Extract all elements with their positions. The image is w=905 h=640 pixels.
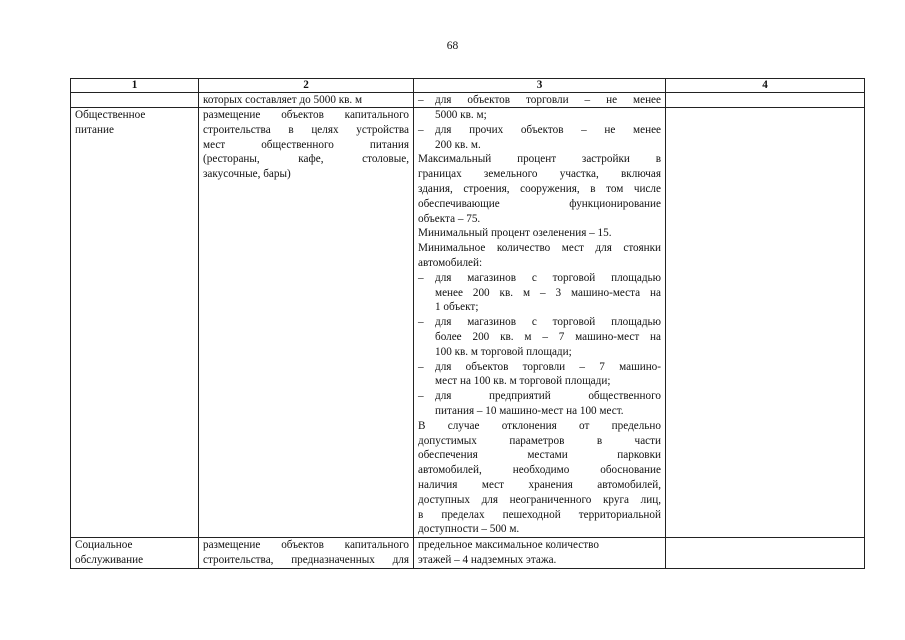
continuation-col3 <box>414 93 666 108</box>
list-item <box>418 360 661 390</box>
text-line: для объектов торговли – 7 машино- <box>435 360 661 373</box>
continuation-col4 <box>666 93 865 108</box>
zone-description-cell <box>199 108 414 538</box>
text-line: для магазинов с торговой площадью <box>435 271 661 284</box>
text-line: этажей – 4 надземных этажа. <box>418 553 557 566</box>
text-line: Социальное <box>75 539 133 552</box>
header-col-3: 3 <box>414 79 666 93</box>
text-line: предельное максимальное количество <box>418 539 599 552</box>
text-line: Максимальный процент застройки в <box>418 153 661 166</box>
zone-params-cell <box>414 108 666 538</box>
page-number: 68 <box>446 40 459 52</box>
text-line: наличия мест хранения автомобилей, <box>418 478 661 491</box>
header-row <box>71 79 865 93</box>
text-line: для прочих объектов – не менее <box>435 123 661 136</box>
text-line: размещение объектов капитального <box>203 539 409 552</box>
text-line: границах земельного участка, включая <box>418 168 661 181</box>
table-row-social <box>71 538 865 569</box>
text-line: автомобилей: <box>418 256 483 269</box>
list-item <box>418 123 661 153</box>
text-line: для объектов торговли – не менее <box>435 94 661 106</box>
continuation-row <box>71 93 865 108</box>
header-col-4: 4 <box>666 79 865 93</box>
text-line: здания, строения, сооружения, в том числе <box>418 182 661 195</box>
text-line: питания – 10 машино-мест на 100 мест. <box>435 404 624 417</box>
continuation-col2: которых составляет до 5000 кв. м <box>199 93 414 108</box>
continuation-col1 <box>71 93 199 108</box>
header-col-2: 2 <box>199 79 414 93</box>
list-item <box>418 271 661 315</box>
text-line: 1 объект; <box>435 301 479 314</box>
text-line: В случае отклонения от предельно <box>418 419 661 432</box>
text-line: 5000 кв. м; <box>435 109 487 121</box>
text-line: обслуживание <box>75 553 144 566</box>
dash-marker: – <box>418 271 424 284</box>
text-line: Общественное <box>75 109 146 121</box>
text-line: закусочные, бары) <box>203 168 291 181</box>
dash-marker: – <box>418 360 424 373</box>
text-line: обеспечения местами парковки <box>418 449 661 462</box>
header-col-1: 1 <box>71 79 199 93</box>
text-line: допустимых параметров в части <box>418 434 661 447</box>
text-line: для предприятий общественного <box>435 390 661 403</box>
table-row-public-catering <box>71 108 865 538</box>
text-line: для магазинов с торговой площадью <box>435 316 661 329</box>
text-line: (рестораны, кафе, столовые, <box>203 153 409 166</box>
text-line: доступных для неограниченного круга лиц, <box>418 493 661 506</box>
text-line: Минимальный процент озеленения – 15. <box>418 227 612 240</box>
text-line: более 200 кв. м – 7 машино-мест на <box>435 330 661 343</box>
text-line: 200 кв. м. <box>435 138 481 151</box>
text-line: мест общественного питания <box>203 138 409 151</box>
zone-notes-cell <box>666 108 865 538</box>
list-item <box>418 108 661 123</box>
text-line: Минимальное количество мест для стоянки <box>418 242 661 255</box>
text-line: в пределах пешеходной территориальной <box>418 508 661 521</box>
zone-description-cell <box>199 538 414 569</box>
text-line: строительства в целях устройства <box>203 123 409 136</box>
dash-marker: – <box>418 94 424 106</box>
list-item <box>418 315 661 359</box>
zone-notes-cell <box>666 538 865 569</box>
text-line: строительства, предназначенных для <box>203 553 409 566</box>
text-line: автомобилей, необходимо обоснование <box>418 464 661 477</box>
dash-marker: – <box>418 123 424 136</box>
zone-params-cell <box>414 538 666 569</box>
text-line: размещение объектов капитального <box>203 109 409 121</box>
text-line: обеспечивающие функционирование <box>418 197 661 210</box>
list-item <box>418 93 661 107</box>
list-item <box>418 389 661 419</box>
text-line: питание <box>75 123 114 136</box>
text-line: мест на 100 кв. м торговой площади; <box>435 375 611 388</box>
text-line: 100 кв. м торговой площади; <box>435 345 572 358</box>
text-line: доступности – 500 м. <box>418 523 520 536</box>
dash-marker: – <box>418 316 424 329</box>
dash-marker: – <box>418 390 424 403</box>
text-line: объекта – 75. <box>418 212 481 225</box>
regulations-table <box>70 78 865 569</box>
text-line: менее 200 кв. м – 3 машино-места на <box>435 286 661 299</box>
zone-name-cell <box>71 538 199 569</box>
zone-name-cell <box>71 108 199 538</box>
